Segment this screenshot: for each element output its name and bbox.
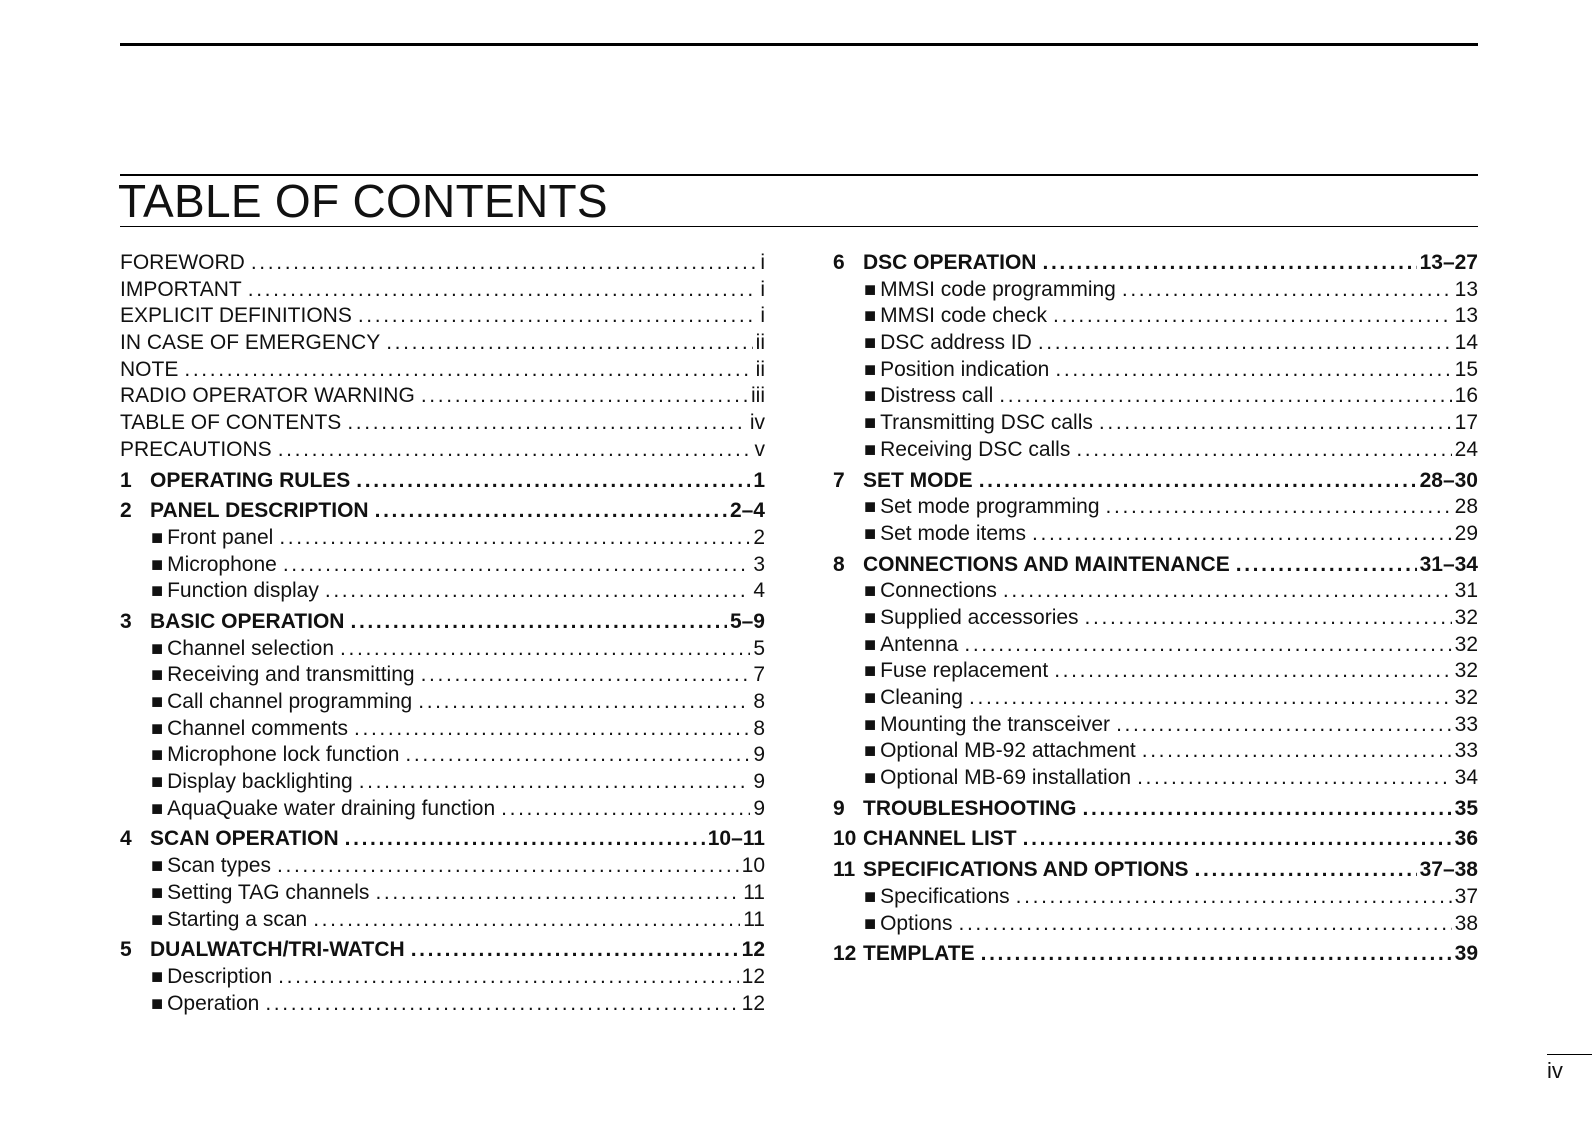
chapter-number: 7 [833,468,845,492]
chapter-title: TROUBLESHOOTING [863,796,1077,820]
entry-title: TABLE OF CONTENTS [120,411,342,435]
toc-subentry[interactable] [120,991,765,1018]
dot-leader [958,911,1451,938]
page-number: iv [1547,1058,1563,1083]
dot-leader [1236,552,1417,579]
subentry-title: ■ Options [864,911,952,938]
toc-entry[interactable] [120,330,765,357]
subentry-title: ■ Receiving DSC calls [864,437,1070,464]
entry-page: i [760,304,765,328]
toc-subentry[interactable] [833,765,1478,792]
toc-chapter[interactable] [833,250,1478,277]
toc-subentry[interactable] [833,738,1478,765]
subentry-page: 13 [1454,277,1478,301]
toc-chapter[interactable] [833,857,1478,884]
toc-subentry[interactable] [120,907,765,934]
subentry-page: 24 [1454,437,1478,461]
chapter-number: 6 [833,251,845,274]
page-title: TABLE OF CONTENTS [118,175,608,227]
subentry-page: 9 [753,743,765,767]
chapter-number: 11 [833,858,856,882]
dot-leader [1142,738,1452,765]
subentry-title: ■ Cleaning [864,685,963,712]
toc-subentry[interactable] [120,662,765,689]
dot-leader [405,742,750,769]
toc-subentry[interactable] [833,685,1478,712]
subentry-page: 11 [743,907,765,931]
dot-leader [184,357,752,384]
chapter-page: 35 [1454,796,1478,820]
chapter-title: SCAN OPERATION [150,827,339,851]
dot-leader [501,796,750,823]
chapter-title: DUALWATCH/TRI-WATCH [150,938,405,962]
toc-entry[interactable] [120,437,765,464]
dot-leader [969,685,1452,712]
chapter-title: BASIC OPERATION [150,609,345,633]
entry-title: RADIO OPERATOR WARNING [120,384,415,408]
dot-leader [1032,521,1452,548]
entry-title: IMPORTANT [120,277,242,301]
dot-leader [1042,250,1416,277]
dot-leader [358,303,758,330]
chapter-number: 2 [120,499,132,523]
subentry-page: 7 [753,663,765,687]
toc-chapter[interactable] [833,468,1478,495]
dot-leader [340,636,750,663]
chapter-page: 28–30 [1419,468,1478,492]
toc-subentry[interactable] [120,636,765,663]
subentry-page: 14 [1454,331,1478,355]
toc-chapter[interactable] [833,826,1478,853]
toc-subentry[interactable] [120,689,765,716]
dot-leader [1054,658,1451,685]
subentry-page: 8 [753,716,765,740]
dot-leader [1016,884,1452,911]
entry-title: NOTE [120,357,179,381]
toc-subentry[interactable] [833,884,1478,911]
subentry-title: ■ Specifications [864,884,1010,911]
subentry-page: 4 [753,579,765,603]
entry-title: FOREWORD [120,251,245,274]
chapter-page: 10–11 [707,827,765,851]
chapter-number: 3 [120,609,132,633]
dot-leader [411,937,739,964]
chapter-title: OPERATING RULES [150,468,351,492]
toc-subentry[interactable] [833,357,1478,384]
dot-leader [248,277,758,304]
dot-leader [1055,357,1451,384]
toc-subentry[interactable] [833,303,1478,330]
entry-page: i [760,277,765,301]
toc-subentry[interactable] [833,605,1478,632]
chapter-number: 9 [833,796,845,820]
chapter-number: 12 [833,942,857,966]
subentry-page: 11 [743,880,765,904]
dot-leader [1003,578,1452,605]
subentry-page: 28 [1454,495,1478,519]
subentry-page: 8 [753,690,765,713]
entry-title: PRECAUTIONS [120,437,272,461]
chapter-page: 31–34 [1419,552,1478,576]
dot-leader [325,578,750,605]
chapter-number: 4 [120,827,132,851]
subentry-page: 32 [1454,605,1478,629]
toc-subentry[interactable] [120,716,765,743]
toc-entry[interactable] [120,303,765,330]
page-number-rule [1547,1054,1592,1055]
toc-subentry[interactable] [120,964,765,991]
entry-page: i [760,251,765,274]
toc-entry[interactable] [120,383,765,410]
toc-subentry[interactable] [833,911,1478,938]
subentry-page: 16 [1454,384,1478,408]
entry-page: iii [751,384,765,408]
toc-subentry[interactable] [833,330,1478,357]
toc-subentry[interactable] [833,494,1478,521]
subentry-title: ■ Set mode items [864,521,1026,548]
dot-leader [1116,712,1452,739]
toc-chapter[interactable] [833,552,1478,579]
dot-leader [1038,330,1452,357]
toc-subentry[interactable] [120,552,765,579]
dot-leader [347,410,747,437]
subentry-title: ■ Function display [151,578,319,605]
dot-leader [421,383,748,410]
chapter-title: DSC OPERATION [863,251,1037,274]
toc-subentry[interactable] [833,632,1478,659]
subentry-title: ■ MMSI code programming [864,277,1116,304]
entry-page: iv [749,411,765,435]
dot-leader [1083,796,1452,823]
dot-leader [1053,303,1452,330]
dot-leader [359,769,751,796]
dot-leader [418,689,750,716]
dot-leader [277,853,739,880]
toc-entry[interactable] [120,410,765,437]
dot-leader [979,468,1417,495]
chapter-title: PANEL DESCRIPTION [150,499,369,523]
subentry-page: 37 [1454,884,1478,908]
toc-subentry[interactable] [120,578,765,605]
subentry-page: 31 [1454,579,1478,603]
dot-leader [251,250,758,277]
chapter-title: SPECIFICATIONS AND OPTIONS [863,858,1189,882]
dot-leader [375,880,740,907]
toc-chapter[interactable] [120,826,765,853]
subentry-page: 2 [753,525,765,549]
toc-chapter[interactable] [120,468,765,495]
subentry-page: 17 [1454,411,1478,435]
entry-title: EXPLICIT DEFINITIONS [120,304,352,328]
subentry-title: ■ Channel selection [151,636,334,663]
subentry-page: 29 [1454,521,1478,545]
subentry-title: ■ Microphone lock function [151,742,399,769]
title-rule-bottom [120,226,1478,227]
subentry-title: ■ Transmitting DSC calls [864,410,1093,437]
subentry-title: ■ Scan types [151,853,271,880]
dot-leader [1195,857,1417,884]
subentry-page: 13 [1454,304,1478,328]
toc-right-column [833,250,1478,968]
toc-subentry[interactable] [833,658,1478,685]
toc-subentry[interactable] [833,521,1478,548]
dot-leader [1076,437,1451,464]
chapter-page: 39 [1454,942,1478,966]
toc-entry[interactable] [120,357,765,384]
toc-subentry[interactable] [120,525,765,552]
subentry-title: ■ Channel comments [151,716,348,743]
toc-subentry[interactable] [833,410,1478,437]
toc-chapter[interactable] [120,498,765,525]
toc-subentry[interactable] [833,712,1478,739]
subentry-title: ■ MMSI code check [864,303,1047,330]
subentry-title: ■ AquaQuake water draining function [151,796,495,823]
dot-leader [1106,494,1452,521]
chapter-page: 12 [741,938,765,962]
chapter-number: 10 [833,827,857,851]
toc-chapter[interactable] [120,937,765,964]
subentry-title: ■ Starting a scan [151,907,307,934]
entry-page: ii [755,331,765,355]
dot-leader [999,383,1451,410]
dot-leader [1023,826,1452,853]
dot-leader [350,609,726,636]
dot-leader [375,498,727,525]
dot-leader [964,632,1451,659]
subentry-title: ■ DSC address ID [864,330,1032,357]
dot-leader [386,330,752,357]
header-rule [120,43,1478,46]
subentry-title: ■ Operation [151,991,259,1018]
dot-leader [356,468,750,495]
subentry-page: 12 [741,964,765,988]
subentry-page: 32 [1454,632,1478,656]
toc-left-column [120,250,765,1017]
toc-chapter[interactable] [833,941,1478,968]
chapter-number: 5 [120,938,132,962]
dot-leader [265,991,738,1018]
subentry-title: ■ Distress call [864,383,993,410]
dot-leader [313,907,740,934]
chapter-title: CHANNEL LIST [863,827,1017,851]
subentry-page: 9 [753,796,765,820]
toc-entry[interactable] [120,250,765,277]
chapter-page: 1 [753,468,765,492]
chapter-number: 8 [833,552,845,576]
dot-leader [981,941,1452,968]
subentry-title: ■ Connections [864,578,997,605]
toc-subentry[interactable] [833,277,1478,304]
subentry-page: 38 [1454,911,1478,935]
dot-leader [279,525,750,552]
subentry-page: 12 [741,991,765,1015]
subentry-title: ■ Front panel [151,525,273,552]
dot-leader [421,662,751,689]
toc-subentry[interactable] [833,383,1478,410]
subentry-page: 33 [1454,712,1478,736]
dot-leader [278,964,739,991]
chapter-page: 37–38 [1419,858,1478,882]
subentry-page: 32 [1454,686,1478,709]
subentry-title: ■ Optional MB-69 installation [864,765,1131,792]
toc-chapter[interactable] [120,609,765,636]
chapter-page: 2–4 [729,499,765,523]
chapter-title: TEMPLATE [863,942,975,966]
dot-leader [278,437,752,464]
subentry-page: 5 [753,636,765,660]
toc-subentry[interactable] [120,742,765,769]
subentry-page: 10 [741,854,765,878]
subentry-page: 3 [753,552,765,576]
subentry-title: ■ Set mode programming [864,494,1100,521]
dot-leader [1122,277,1452,304]
subentry-title: ■ Position indication [864,357,1049,384]
dot-leader [354,716,750,743]
dot-leader [1085,605,1452,632]
dot-leader [283,552,750,579]
toc-subentry[interactable] [833,437,1478,464]
subentry-page: 15 [1454,357,1478,381]
subentry-title: ■ Setting TAG channels [151,880,369,907]
toc-subentry[interactable] [833,578,1478,605]
toc-chapter[interactable] [833,796,1478,823]
chapter-title: CONNECTIONS AND MAINTENANCE [863,552,1230,576]
dot-leader [345,826,705,853]
chapter-page: 36 [1454,827,1478,851]
chapter-number: 1 [120,468,132,492]
toc-subentry[interactable] [120,796,765,823]
subentry-page: 33 [1454,739,1478,763]
subentry-title: ■ Mounting the transceiver [864,712,1110,739]
toc-entry[interactable] [120,277,765,304]
entry-page: v [754,437,765,461]
subentry-title: ■ Display backlighting [151,769,353,796]
subentry-title: ■ Microphone [151,552,277,579]
entry-page: ii [755,357,765,381]
subentry-title: ■ Supplied accessories [864,605,1079,632]
subentry-page: 9 [753,770,765,794]
subentry-title: ■ Description [151,964,272,991]
subentry-title: ■ Call channel programming [151,689,412,716]
toc-subentry[interactable] [120,769,765,796]
chapter-page: 5–9 [729,609,765,633]
entry-title: IN CASE OF EMERGENCY [120,331,381,355]
subentry-page: 32 [1454,659,1478,683]
subentry-title: ■ Fuse replacement [864,658,1048,685]
chapter-page: 13–27 [1419,251,1478,274]
dot-leader [1137,765,1452,792]
subentry-title: ■ Receiving and transmitting [151,662,415,689]
toc-subentry[interactable] [120,853,765,880]
subentry-page: 34 [1454,766,1478,790]
dot-leader [1099,410,1452,437]
subentry-title: ■ Antenna [864,632,958,659]
toc-subentry[interactable] [120,880,765,907]
chapter-title: SET MODE [863,468,973,492]
subentry-title: ■ Optional MB-92 attachment [864,738,1136,765]
